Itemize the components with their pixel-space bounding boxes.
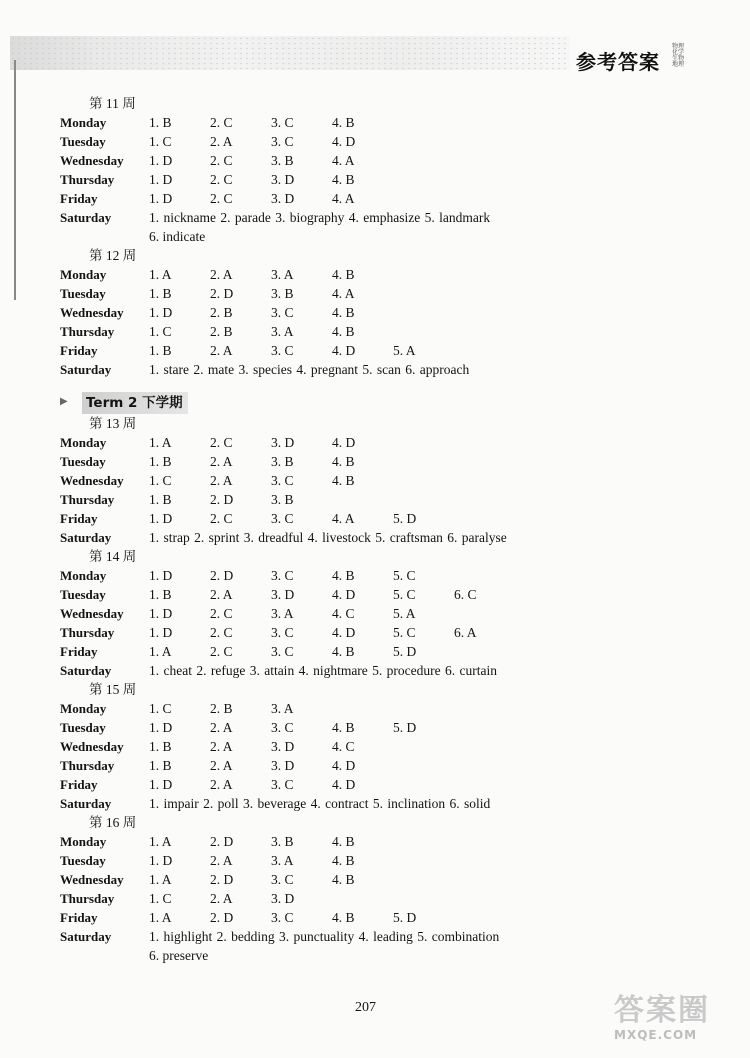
answer-item: 4. B xyxy=(332,568,355,583)
answer-list xyxy=(149,433,393,452)
answer-item: 4. A xyxy=(332,153,355,168)
day-label: Wednesday xyxy=(60,606,124,621)
answer-item: 3. C xyxy=(271,511,294,526)
day-label: Tuesday xyxy=(60,587,106,602)
answer-item: 1. B xyxy=(149,587,172,602)
vocabulary-answers-continued: 6. preserve xyxy=(149,948,209,963)
day-label: Monday xyxy=(60,568,107,583)
day-label: Monday xyxy=(60,834,107,849)
term-semester-label: 下学期 xyxy=(142,395,183,411)
answer-list xyxy=(149,170,393,189)
day-row xyxy=(60,832,700,851)
day-row xyxy=(60,303,700,322)
answer-item: 2. A xyxy=(210,720,233,735)
header-subject-tags xyxy=(672,44,712,70)
day-label: Saturday xyxy=(60,210,112,225)
answer-list xyxy=(149,132,393,151)
day-label: Tuesday xyxy=(60,134,106,149)
answer-item: 2. B xyxy=(210,305,233,320)
day-row xyxy=(60,113,700,132)
answer-item: 2. C xyxy=(210,115,233,130)
answer-item: 1. D xyxy=(149,625,173,640)
answer-item: 1. D xyxy=(149,568,173,583)
answer-item: 2. A xyxy=(210,473,233,488)
answer-list xyxy=(149,284,393,303)
answer-item: 1. B xyxy=(149,758,172,773)
answer-item: 1. C xyxy=(149,891,172,906)
week-title: 第 16 周 xyxy=(89,815,137,830)
saturday-row xyxy=(60,927,700,946)
vocabulary-answers-continued: 6. indicate xyxy=(149,229,206,244)
answer-item: 1. D xyxy=(149,777,173,792)
answer-list xyxy=(149,775,393,794)
answer-item: 1. D xyxy=(149,172,173,187)
answer-item: 1. C xyxy=(149,473,172,488)
answer-item: 1. A xyxy=(149,435,172,450)
answer-item: 1. D xyxy=(149,191,173,206)
answer-item: 1. A xyxy=(149,644,172,659)
day-row xyxy=(60,471,700,490)
answer-list xyxy=(149,452,393,471)
answer-list xyxy=(149,151,393,170)
answer-item: 5. A xyxy=(393,606,416,621)
answer-item: 3. C xyxy=(271,777,294,792)
answer-item: 4. B xyxy=(332,910,355,925)
answer-item: 4. B xyxy=(332,324,355,339)
answer-item: 3. C xyxy=(271,910,294,925)
answer-item: 3. C xyxy=(271,343,294,358)
day-label: Thursday xyxy=(60,492,115,507)
answer-item: 4. C xyxy=(332,606,355,621)
day-label: Saturday xyxy=(60,796,112,811)
answer-item: 4. B xyxy=(332,720,355,735)
answer-list xyxy=(149,623,515,642)
day-label: Thursday xyxy=(60,891,115,906)
day-label: Wednesday xyxy=(60,872,124,887)
page-number: 207 xyxy=(355,1000,376,1015)
saturday-row xyxy=(60,528,700,547)
answer-item: 5. C xyxy=(393,568,416,583)
answer-item: 2. A xyxy=(210,587,233,602)
day-label: Tuesday xyxy=(60,454,106,469)
answer-item: 3. A xyxy=(271,701,294,716)
answer-item: 2. A xyxy=(210,758,233,773)
day-row xyxy=(60,490,700,509)
answer-item: 1. C xyxy=(149,134,172,149)
answer-item: 1. D xyxy=(149,720,173,735)
day-label: Wednesday xyxy=(60,305,124,320)
day-row xyxy=(60,870,700,889)
day-label: Friday xyxy=(60,910,98,925)
day-label: Friday xyxy=(60,191,98,206)
answer-item: 1. B xyxy=(149,739,172,754)
day-row xyxy=(60,775,700,794)
saturday-row xyxy=(60,794,700,813)
answer-item: 1. D xyxy=(149,853,173,868)
day-label: Wednesday xyxy=(60,473,124,488)
answer-item: 3. B xyxy=(271,286,294,301)
answer-item: 2. D xyxy=(210,834,234,849)
vocabulary-answers: 1. nickname 2. parade 3. biography 4. emphasize 5. landmark xyxy=(149,210,491,225)
answer-item: 3. C xyxy=(271,473,294,488)
answer-item: 2. A xyxy=(210,891,233,906)
header-tag: 地理 xyxy=(672,61,685,68)
answer-list xyxy=(149,851,393,870)
header-tag: 物理 xyxy=(672,43,685,50)
answer-item: 5. C xyxy=(393,587,416,602)
day-label: Wednesday xyxy=(60,153,124,168)
saturday-row-continued xyxy=(60,227,700,246)
answer-item: 1. C xyxy=(149,701,172,716)
answer-item: 4. B xyxy=(332,834,355,849)
answer-item: 4. D xyxy=(332,435,356,450)
header-band xyxy=(10,36,570,70)
day-row xyxy=(60,737,700,756)
answer-item: 5. D xyxy=(393,511,417,526)
day-label: Monday xyxy=(60,267,107,282)
watermark-url: MXQE.COM xyxy=(614,1028,698,1042)
saturday-row-continued xyxy=(60,946,700,965)
answer-item: 4. B xyxy=(332,115,355,130)
day-label: Thursday xyxy=(60,625,115,640)
answer-item: 3. C xyxy=(271,644,294,659)
answer-item: 1. A xyxy=(149,834,172,849)
answer-item: 1. D xyxy=(149,305,173,320)
day-label: Wednesday xyxy=(60,739,124,754)
answer-item: 2. A xyxy=(210,853,233,868)
vocabulary-answers: 1. strap 2. sprint 3. dreadful 4. livestock 5. craftsman 6. paralyse xyxy=(149,530,507,545)
answer-item: 4. B xyxy=(332,305,355,320)
answer-item: 3. C xyxy=(271,305,294,320)
day-row xyxy=(60,585,700,604)
term-heading xyxy=(60,391,700,413)
answer-item: 3. A xyxy=(271,606,294,621)
answer-key-content xyxy=(60,94,700,965)
answer-item: 4. D xyxy=(332,587,356,602)
answer-item: 2. D xyxy=(210,910,234,925)
week-title: 第 15 周 xyxy=(89,682,137,697)
answer-item: 2. A xyxy=(210,739,233,754)
day-row xyxy=(60,851,700,870)
day-row xyxy=(60,604,700,623)
answer-item: 5. D xyxy=(393,910,417,925)
day-label: Tuesday xyxy=(60,286,106,301)
answer-item: 3. C xyxy=(271,872,294,887)
answer-item: 1. B xyxy=(149,492,172,507)
answer-item: 2. C xyxy=(210,435,233,450)
answer-item: 3. D xyxy=(271,172,295,187)
answer-item: 3. D xyxy=(271,891,295,906)
answer-list xyxy=(149,718,454,737)
answer-item: 3. C xyxy=(271,568,294,583)
answer-item: 4. D xyxy=(332,777,356,792)
answer-list xyxy=(149,471,393,490)
answer-list xyxy=(149,322,393,341)
day-label: Saturday xyxy=(60,362,112,377)
answer-item: 3. B xyxy=(271,834,294,849)
header-tag: 生物 xyxy=(672,55,685,62)
day-row xyxy=(60,623,700,642)
answer-item: 2. C xyxy=(210,511,233,526)
answer-list xyxy=(149,642,454,661)
answer-item: 3. B xyxy=(271,454,294,469)
answer-item: 1. B xyxy=(149,115,172,130)
day-label: Monday xyxy=(60,701,107,716)
watermark xyxy=(614,994,740,1050)
answer-item: 1. D xyxy=(149,606,173,621)
saturday-row xyxy=(60,661,700,680)
day-label: Friday xyxy=(60,644,98,659)
day-row xyxy=(60,189,700,208)
day-label: Saturday xyxy=(60,663,112,678)
day-row xyxy=(60,170,700,189)
answer-item: 2. A xyxy=(210,134,233,149)
day-row xyxy=(60,265,700,284)
answer-item: 2. B xyxy=(210,701,233,716)
answer-item: 1. D xyxy=(149,511,173,526)
answer-item: 1. C xyxy=(149,324,172,339)
answer-item: 4. D xyxy=(332,625,356,640)
answer-item: 2. C xyxy=(210,644,233,659)
answer-item: 2. C xyxy=(210,625,233,640)
answer-list xyxy=(149,604,454,623)
answer-item: 2. D xyxy=(210,568,234,583)
answer-item: 1. D xyxy=(149,153,173,168)
week-title: 第 13 周 xyxy=(89,416,137,431)
day-row xyxy=(60,642,700,661)
answer-item: 3. A xyxy=(271,324,294,339)
answer-item: 1. B xyxy=(149,454,172,469)
day-label: Thursday xyxy=(60,758,115,773)
answer-item: 2. A xyxy=(210,343,233,358)
day-label: Monday xyxy=(60,115,107,130)
day-label: Thursday xyxy=(60,172,115,187)
answer-item: 3. C xyxy=(271,134,294,149)
day-label: Monday xyxy=(60,435,107,450)
answer-list xyxy=(149,189,393,208)
answer-item: 6. C xyxy=(454,587,477,602)
answer-list xyxy=(149,699,332,718)
answer-item: 4. A xyxy=(332,191,355,206)
day-label: Friday xyxy=(60,511,98,526)
answer-item: 4. A xyxy=(332,511,355,526)
day-row xyxy=(60,699,700,718)
answer-item: 4. B xyxy=(332,872,355,887)
day-row xyxy=(60,433,700,452)
answer-list xyxy=(149,756,393,775)
answer-item: 5. C xyxy=(393,625,416,640)
day-label: Tuesday xyxy=(60,720,106,735)
answer-item: 3. B xyxy=(271,153,294,168)
saturday-row xyxy=(60,360,700,379)
answer-item: 4. B xyxy=(332,644,355,659)
answer-item: 2. C xyxy=(210,191,233,206)
answer-list xyxy=(149,870,393,889)
day-label: Friday xyxy=(60,343,98,358)
answer-item: 4. B xyxy=(332,267,355,282)
answer-item: 3. B xyxy=(271,492,294,507)
day-row xyxy=(60,509,700,528)
answer-item: 2. D xyxy=(210,286,234,301)
week-title: 第 12 周 xyxy=(89,248,137,263)
watermark-logo: 答案圈 xyxy=(614,993,710,1028)
answer-list xyxy=(149,585,515,604)
day-row xyxy=(60,908,700,927)
answer-item: 2. A xyxy=(210,777,233,792)
answer-item: 3. D xyxy=(271,435,295,450)
answer-item: 2. C xyxy=(210,153,233,168)
day-label: Saturday xyxy=(60,929,112,944)
answer-item: 5. A xyxy=(393,343,416,358)
day-row xyxy=(60,452,700,471)
header-tag: 化学 xyxy=(672,49,685,56)
answer-item: 4. B xyxy=(332,473,355,488)
answer-item: 4. D xyxy=(332,343,356,358)
answer-item: 3. C xyxy=(271,115,294,130)
week-title: 第 11 周 xyxy=(89,96,136,111)
day-row xyxy=(60,284,700,303)
day-row xyxy=(60,889,700,908)
answer-item: 4. C xyxy=(332,739,355,754)
answer-item: 1. B xyxy=(149,343,172,358)
answer-item: 2. D xyxy=(210,872,234,887)
answer-item: 2. A xyxy=(210,454,233,469)
day-row xyxy=(60,341,700,360)
answer-list xyxy=(149,737,393,756)
answer-item: 3. A xyxy=(271,853,294,868)
answer-item: 1. A xyxy=(149,267,172,282)
answer-item: 3. C xyxy=(271,720,294,735)
day-row xyxy=(60,718,700,737)
answer-item: 2. B xyxy=(210,324,233,339)
answer-item: 4. D xyxy=(332,758,356,773)
answer-item: 4. A xyxy=(332,286,355,301)
answer-item: 3. D xyxy=(271,191,295,206)
day-label: Saturday xyxy=(60,530,112,545)
answer-item: 2. A xyxy=(210,267,233,282)
day-row xyxy=(60,566,700,585)
week-title: 第 14 周 xyxy=(89,549,137,564)
answer-item: 1. B xyxy=(149,286,172,301)
answer-item: 5. D xyxy=(393,644,417,659)
answer-item: 4. D xyxy=(332,134,356,149)
day-label: Thursday xyxy=(60,324,115,339)
saturday-row xyxy=(60,208,700,227)
left-margin-rule xyxy=(14,60,16,300)
answer-item: 1. A xyxy=(149,872,172,887)
page-header-title: 参考答案 xyxy=(576,50,660,74)
day-row xyxy=(60,132,700,151)
vocabulary-answers: 1. cheat 2. refuge 3. attain 4. nightmare 5. procedure 6. curtain xyxy=(149,663,497,678)
answer-list xyxy=(149,265,393,284)
answer-item: 3. D xyxy=(271,758,295,773)
answer-item: 2. C xyxy=(210,172,233,187)
answer-item: 1. A xyxy=(149,910,172,925)
answer-item: 3. D xyxy=(271,587,295,602)
day-row xyxy=(60,756,700,775)
answer-list xyxy=(149,113,393,132)
answer-list xyxy=(149,908,454,927)
day-row xyxy=(60,322,700,341)
answer-item: 3. D xyxy=(271,739,295,754)
answer-list xyxy=(149,509,454,528)
answer-list xyxy=(149,566,454,585)
answer-list xyxy=(149,303,393,322)
day-row xyxy=(60,151,700,170)
answer-list xyxy=(149,341,454,360)
term-badge xyxy=(82,392,188,414)
answer-item: 2. C xyxy=(210,606,233,621)
arrow-icon: ▶ xyxy=(60,396,68,407)
answer-item: 5. D xyxy=(393,720,417,735)
answer-list xyxy=(149,832,393,851)
answer-item: 4. B xyxy=(332,853,355,868)
answer-item: 2. D xyxy=(210,492,234,507)
vocabulary-answers: 1. highlight 2. bedding 3. punctuality 4. leading 5. combination xyxy=(149,929,500,944)
term-badge-label: Term 2 xyxy=(86,395,138,411)
day-label: Friday xyxy=(60,777,98,792)
answer-item: 4. B xyxy=(332,172,355,187)
answer-list xyxy=(149,490,332,509)
day-label: Tuesday xyxy=(60,853,106,868)
answer-item: 4. B xyxy=(332,454,355,469)
answer-item: 3. A xyxy=(271,267,294,282)
answer-list xyxy=(149,889,332,908)
answer-item: 3. C xyxy=(271,625,294,640)
vocabulary-answers: 1. stare 2. mate 3. species 4. pregnant 5. scan 6. approach xyxy=(149,362,470,377)
vocabulary-answers: 1. impair 2. poll 3. beverage 4. contract 5. inclination 6. solid xyxy=(149,796,491,811)
answer-item: 6. A xyxy=(454,625,477,640)
